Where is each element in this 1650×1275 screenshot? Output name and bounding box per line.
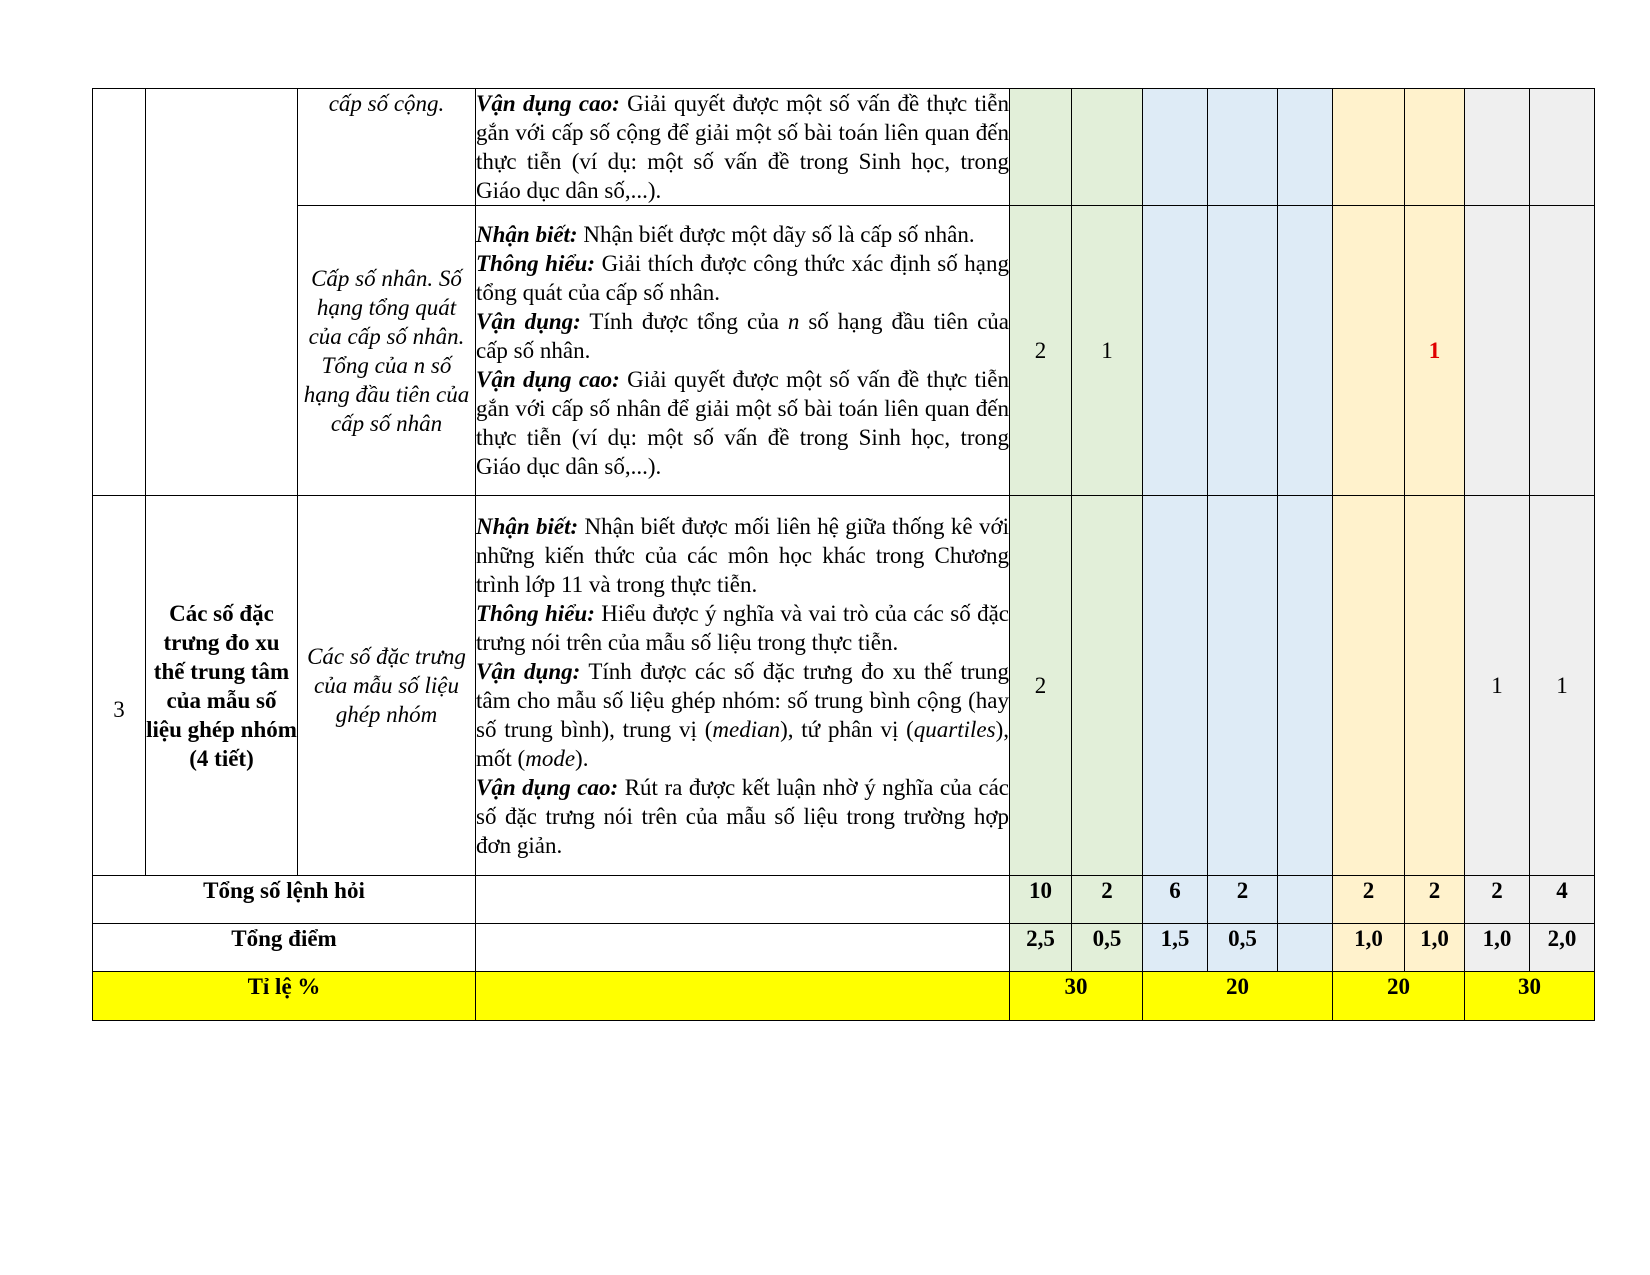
requirement-text: Rút ra được kết luận nhờ ý nghĩa của các số đặc trưng nói trên của mẫu số liệu trong trường hợp đơn giản. — [476, 774, 1010, 858]
points-cell: 1,0 — [1465, 924, 1530, 972]
count-cell — [1465, 206, 1530, 496]
requirement-text: ), mốt ( — [476, 716, 1009, 771]
count-cell — [1072, 496, 1143, 876]
total-cell: 2 — [1405, 876, 1465, 924]
table-row — [93, 496, 1595, 876]
total-questions-row — [93, 876, 1595, 924]
percent-label: Tỉ lệ % — [93, 972, 476, 1021]
points-cell: 1,0 — [1333, 924, 1405, 972]
percent-row — [93, 972, 1595, 1021]
stt-cell: 3 — [93, 496, 146, 876]
count-cell — [1072, 89, 1143, 206]
term-mode: mode — [525, 745, 576, 771]
count-cell: 2 — [1010, 496, 1072, 876]
requirement-cell — [476, 206, 1010, 496]
total-cell: 2 — [1333, 876, 1405, 924]
count-cell — [1405, 206, 1465, 496]
points-cell: 2,5 — [1010, 924, 1072, 972]
count-cell — [1208, 206, 1278, 496]
total-cell: 10 — [1010, 876, 1072, 924]
count-cell — [1143, 89, 1208, 206]
total-cell: 2 — [1465, 876, 1530, 924]
table-row — [93, 89, 1595, 206]
empty-cell — [476, 876, 1010, 924]
requirement-text: Nhận biết được một dãy số là cấp số nhân. — [583, 222, 975, 247]
requirement-cell — [476, 89, 1010, 206]
count-cell — [1530, 89, 1595, 206]
requirement-text: Hiểu được ý nghĩa và vai trò của các số đặc trưng nói trên của mẫu số liệu trong thực tiễn. — [476, 600, 1009, 655]
count-cell: 1 — [1072, 206, 1143, 496]
count-cell — [1465, 89, 1530, 206]
requirement-text: Tính được các số đặc trưng đo xu thế trung tâm cho mẫu số liệu ghép nhóm: số trung bình cộng (hay số trung bình), trung vị ( — [476, 658, 1010, 742]
requirement-text: Giải quyết được một số vấn đề thực tiễn gắn với cấp số cộng để giải một số bài toán liên quan đến thực tiễn (ví dụ: một số vấn đề trong Sinh học, trong Giáo dục dân số,...). — [476, 91, 1009, 203]
count-cell — [1333, 496, 1405, 876]
table-row — [93, 206, 1595, 496]
points-cell: 1,0 — [1405, 924, 1465, 972]
count-cell — [1530, 206, 1595, 496]
count-cell — [1208, 496, 1278, 876]
total-cell — [1278, 876, 1333, 924]
points-cell: 0,5 — [1072, 924, 1143, 972]
empty-cell — [476, 924, 1010, 972]
count-cell — [1405, 496, 1465, 876]
count-cell — [1143, 496, 1208, 876]
total-cell: 6 — [1143, 876, 1208, 924]
total-points-row — [93, 924, 1595, 972]
unit-cell: cấp số cộng. — [298, 89, 476, 206]
level-label: Thông hiểu: — [476, 600, 595, 626]
requirement-cell — [476, 496, 1010, 876]
highlighted-count: 1 — [1428, 338, 1441, 363]
topic-cell: Các số đặc trưng đo xu thế trung tâm của mẫu số liệu ghép nhóm (4 tiết) — [146, 496, 298, 876]
level-label: Vận dụng cao: — [476, 91, 620, 116]
level-label: Vận dụng cao: — [476, 367, 620, 392]
points-cell: 0,5 — [1208, 924, 1278, 972]
level-label: Nhận biết: — [476, 222, 578, 247]
total-cell: 2 — [1072, 876, 1143, 924]
percent-cell: 30 — [1465, 972, 1595, 1021]
total-questions-label: Tổng số lệnh hỏi — [93, 876, 476, 924]
empty-cell — [476, 972, 1010, 1021]
total-points-label: Tổng điểm — [93, 924, 476, 972]
points-cell — [1278, 924, 1333, 972]
term-quartiles: quartiles — [913, 716, 996, 742]
count-cell — [1278, 206, 1333, 496]
percent-cell: 20 — [1333, 972, 1465, 1021]
count-cell: 2 — [1010, 206, 1072, 496]
count-cell — [1405, 89, 1465, 206]
level-label: Vận dụng cao: — [476, 774, 619, 800]
count-cell — [1208, 89, 1278, 206]
total-cell: 4 — [1530, 876, 1595, 924]
requirement-text: số hạng đầu tiên của cấp số nhân. — [476, 309, 1009, 363]
percent-cell: 20 — [1143, 972, 1333, 1021]
percent-cell: 30 — [1010, 972, 1143, 1021]
specification-table — [92, 88, 1595, 1021]
requirement-text: Tính được tổng của — [589, 309, 788, 334]
level-label: Vận dụng: — [476, 309, 581, 334]
term-median: median — [712, 716, 781, 742]
count-cell — [1278, 496, 1333, 876]
requirement-text: Nhận biết được mối liên hệ giữa thống kê với những kiến thức của các môn học khác trong Chương trình lớp 11 và trong thực tiễn. — [476, 513, 1010, 597]
count-cell: 1 — [1530, 496, 1595, 876]
points-cell: 2,0 — [1530, 924, 1595, 972]
topic-cell — [146, 89, 298, 496]
stt-cell — [93, 89, 146, 496]
count-cell — [1143, 206, 1208, 496]
level-label: Nhận biết: — [476, 513, 579, 539]
unit-cell: Cấp số nhân. Số hạng tổng quát của cấp số nhân. Tổng của n số hạng đầu tiên của cấp số nhân — [298, 206, 476, 496]
count-cell: 1 — [1465, 496, 1530, 876]
count-cell — [1333, 206, 1405, 496]
requirement-text: Giải thích được công thức xác định số hạng tổng quát của cấp số nhân. — [476, 251, 1010, 305]
requirement-text: Giải quyết được một số vấn đề thực tiễn gắn với cấp số nhân để giải một số bài toán liên quan đến thực tiễn (ví dụ: một số vấn đề trong Sinh học, trong Giáo dục dân số,...). — [476, 367, 1009, 479]
variable-n: n — [787, 309, 800, 334]
count-cell — [1278, 89, 1333, 206]
total-cell: 2 — [1208, 876, 1278, 924]
requirement-text: ). — [575, 745, 589, 771]
unit-cell: Các số đặc trưng của mẫu số liệu ghép nhóm — [298, 496, 476, 876]
count-cell — [1010, 89, 1072, 206]
level-label: Vận dụng: — [476, 658, 581, 684]
points-cell: 1,5 — [1143, 924, 1208, 972]
count-cell — [1333, 89, 1405, 206]
requirement-text: ), tứ phân vị ( — [780, 716, 914, 742]
level-label: Thông hiểu: — [476, 251, 596, 276]
